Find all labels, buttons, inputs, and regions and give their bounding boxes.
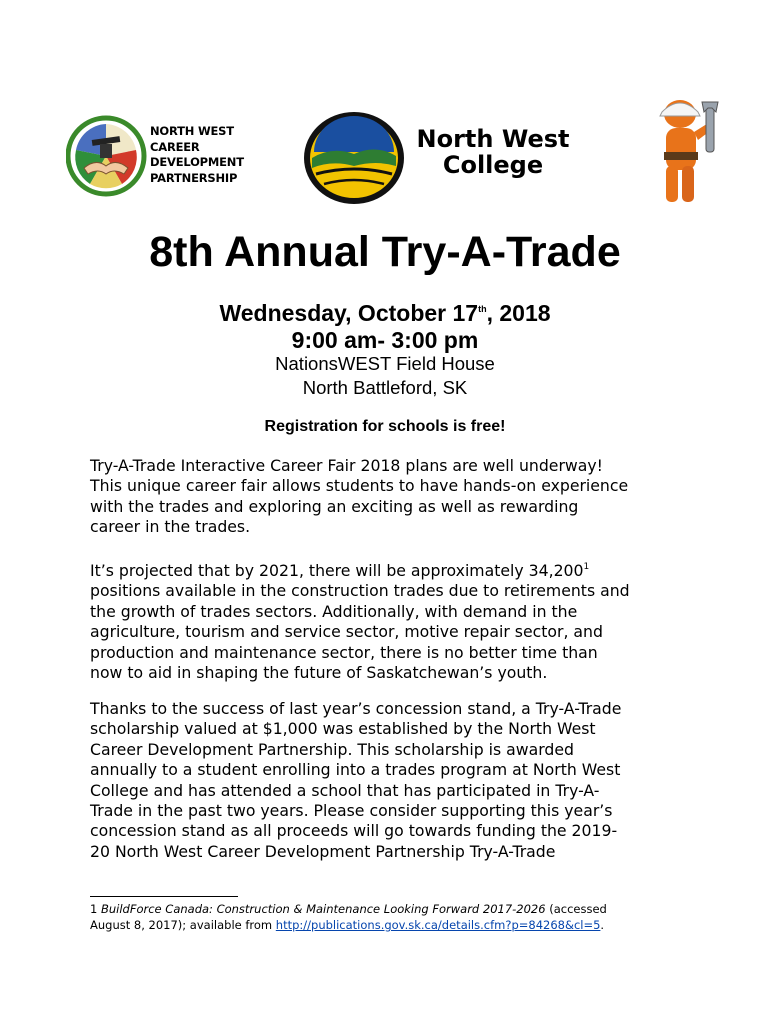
projection-paragraph bbox=[90, 557, 690, 683]
text-line: career in the trades. bbox=[90, 517, 251, 537]
text-line: now to aid in shaping the future of Saskatchewan’s youth. bbox=[90, 663, 548, 683]
footnote-line-1 bbox=[90, 901, 690, 917]
event-title: 8th Annual Try-A-Trade bbox=[149, 228, 621, 276]
event-date-main: Wednesday, October 17 bbox=[219, 300, 479, 326]
footnote-link[interactable]: http://publications.gov.sk.ca/details.cfm?p=84268&cl=5 bbox=[275, 918, 601, 932]
event-city: North Battleford, SK bbox=[302, 377, 468, 398]
text-line: production and maintenance sector, there is no better time than bbox=[90, 642, 598, 662]
nwcdp-line-3: DEVELOPMENT bbox=[150, 155, 244, 169]
text-line: 20 North West Career Development Partnership Try-A-Trade bbox=[90, 841, 556, 861]
nwcdp-line-4: PARTNERSHIP bbox=[150, 170, 238, 185]
construction-worker-icon bbox=[650, 92, 730, 210]
footnote-line-2 bbox=[90, 917, 690, 933]
nwcdp-wordmark bbox=[150, 124, 244, 186]
scholarship-paragraph bbox=[90, 699, 690, 862]
text-line: concession stand as all proceeds will go towards funding the 2019- bbox=[90, 821, 618, 841]
event-date-year: , 2018 bbox=[486, 300, 551, 326]
text-line: scholarship valued at $1,000 was established by the North West bbox=[90, 719, 596, 739]
nwcdp-line-2: CAREER bbox=[150, 139, 200, 154]
logo-header bbox=[0, 0, 770, 220]
footnote-available-from: August 8, 2017); available from bbox=[90, 918, 273, 932]
footnote-period: . bbox=[600, 918, 605, 932]
text-line: with the trades and exploring an exciting as well as rewarding bbox=[90, 496, 579, 516]
nwc-line-2: College bbox=[442, 151, 544, 179]
event-venue: NationsWEST Field House bbox=[275, 353, 495, 374]
text-line: agriculture, tourism and service sector, motive repair sector, and bbox=[90, 622, 603, 642]
text-line: Thanks to the success of last year’s concession stand, a Try-A-Trade bbox=[90, 699, 622, 718]
text-line: Try-A-Trade Interactive Career Fair 2018 plans are well underway! bbox=[90, 456, 603, 475]
footnote-divider bbox=[90, 896, 238, 897]
event-date bbox=[0, 294, 770, 328]
nwcdp-logo bbox=[66, 112, 244, 202]
footnote-ref: 1 bbox=[583, 562, 590, 572]
footnote-accessed: (accessed bbox=[549, 902, 607, 916]
nwc-wordmark bbox=[408, 126, 578, 178]
text-line: College and has attended a school that has participated in Try-A- bbox=[90, 780, 600, 800]
text-line: Trade in the past two years. Please consider supporting this year’s bbox=[90, 801, 613, 821]
footnote-source-title: BuildForce Canada: Construction & Maintenance Looking Forward 2017-2026 bbox=[100, 902, 546, 916]
text-line bbox=[90, 557, 690, 581]
text-line-start: It’s projected that by 2021, there will be approximately 34,200 bbox=[90, 561, 584, 580]
event-time: 9:00 am- 3:00 pm bbox=[291, 327, 479, 353]
nwc-line-1: North West bbox=[416, 125, 570, 153]
text-line: Career Development Partnership. This scholarship is awarded bbox=[90, 739, 574, 759]
nwcdp-line-1: NORTH WEST bbox=[150, 124, 234, 138]
text-line: This unique career fair allows students to have hands-on experience bbox=[90, 476, 629, 496]
footnote bbox=[90, 901, 690, 933]
text-line: positions available in the construction trades due to retirements and bbox=[90, 581, 630, 601]
registration-note: Registration for schools is free! bbox=[264, 418, 506, 435]
event-date-suffix: th bbox=[478, 304, 487, 314]
north-west-college-logo bbox=[302, 108, 582, 208]
nwcdp-emblem-icon bbox=[66, 112, 148, 202]
text-line: annually to a student enrolling into a trades program at North West bbox=[90, 760, 621, 780]
footnote-number: 1 bbox=[90, 902, 98, 916]
intro-paragraph bbox=[90, 456, 690, 538]
text-line: the growth of trades sectors. Additionally, with demand in the bbox=[90, 601, 578, 621]
nwc-emblem-icon bbox=[302, 108, 408, 208]
